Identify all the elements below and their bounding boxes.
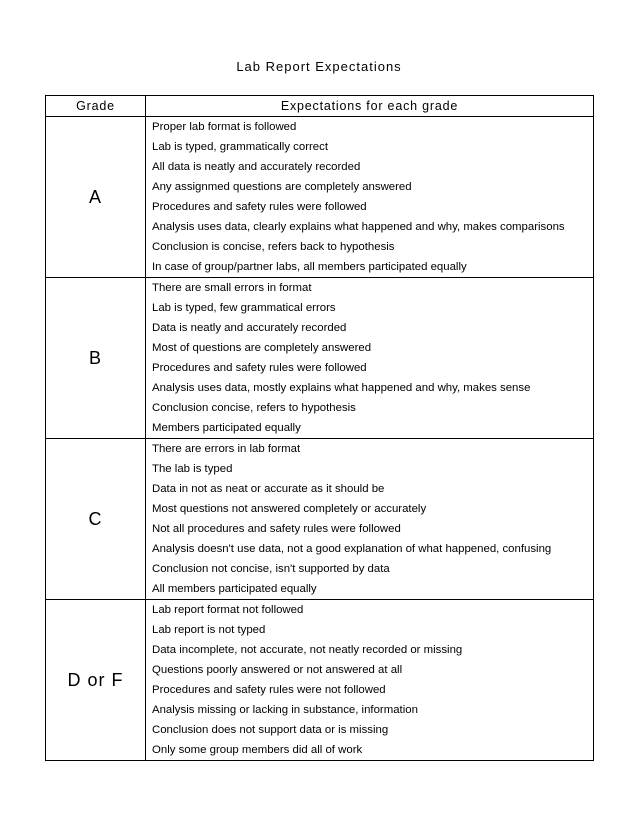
- header-grade: Grade: [46, 96, 146, 117]
- expectations-cell: [146, 278, 594, 439]
- grade-cell: D or F: [46, 600, 146, 761]
- expectation-item: There are small errors in format: [152, 282, 312, 294]
- expectation-item: The lab is typed: [152, 463, 233, 475]
- page-title: Lab Report Expectations: [236, 59, 402, 74]
- expectation-item: Conclusion not concise, isn't supported by data: [152, 563, 390, 575]
- table-body: [46, 117, 594, 761]
- expectation-item: Most questions not answered completely or accurately: [152, 503, 427, 515]
- expectation-item: Proper lab format is followed: [152, 121, 297, 133]
- grade-cell: A: [46, 117, 146, 278]
- expectation-item: Analysis doesn't use data, not a good explanation of what happened, confusing: [152, 543, 552, 555]
- expectations-cell: [146, 117, 594, 278]
- table-header-row: [46, 96, 594, 117]
- expectation-item: Not all procedures and safety rules were followed: [152, 523, 401, 535]
- expectation-item: Questions poorly answered or not answered at all: [152, 664, 403, 676]
- table-row: [46, 117, 594, 278]
- expectation-item: Procedures and safety rules were followed: [152, 201, 367, 213]
- table-row: [46, 439, 594, 600]
- expectation-item: Most of questions are completely answered: [152, 342, 372, 354]
- grade-cell: B: [46, 278, 146, 439]
- expectation-item: All data is neatly and accurately recorded: [152, 161, 361, 173]
- expectation-item: Data in not as neat or accurate as it should be: [152, 483, 385, 495]
- expectations-cell: [146, 600, 594, 761]
- expectation-item: Lab is typed, few grammatical errors: [152, 302, 336, 314]
- expectation-item: Conclusion is concise, refers back to hypothesis: [152, 241, 395, 253]
- expectation-item: Conclusion does not support data or is missing: [152, 724, 389, 736]
- expectation-item: There are errors in lab format: [152, 443, 301, 455]
- expectation-item: Analysis uses data, mostly explains what happened and why, makes sense: [152, 382, 531, 394]
- expectation-item: Conclusion concise, refers to hypothesis: [152, 402, 356, 414]
- expectation-item: Any assignmed questions are completely answered: [152, 181, 412, 193]
- expectation-item: Data is neatly and accurately recorded: [152, 322, 347, 334]
- expectation-item: Analysis missing or lacking in substance, information: [152, 704, 418, 716]
- expectation-item: All members participated equally: [152, 583, 317, 595]
- expectations-table: [45, 95, 594, 761]
- expectation-item: Procedures and safety rules were followed: [152, 362, 367, 374]
- table-row: [46, 600, 594, 761]
- expectation-item: Data incomplete, not accurate, not neatly recorded or missing: [152, 644, 463, 656]
- expectation-item: Lab is typed, grammatically correct: [152, 141, 328, 153]
- table-row: [46, 278, 594, 439]
- grade-cell: C: [46, 439, 146, 600]
- expectation-item: Lab report format not followed: [152, 604, 304, 616]
- expectations-cell: [146, 439, 594, 600]
- expectation-item: Analysis uses data, clearly explains what happened and why, makes comparisons: [152, 221, 565, 233]
- expectation-item: Members participated equally: [152, 422, 301, 434]
- expectation-item: In case of group/partner labs, all members participated equally: [152, 261, 467, 273]
- header-expectations: Expectations for each grade: [146, 96, 594, 117]
- expectation-item: Lab report is not typed: [152, 624, 266, 636]
- expectation-item: Only some group members did all of work: [152, 744, 363, 756]
- expectation-item: Procedures and safety rules were not followed: [152, 684, 386, 696]
